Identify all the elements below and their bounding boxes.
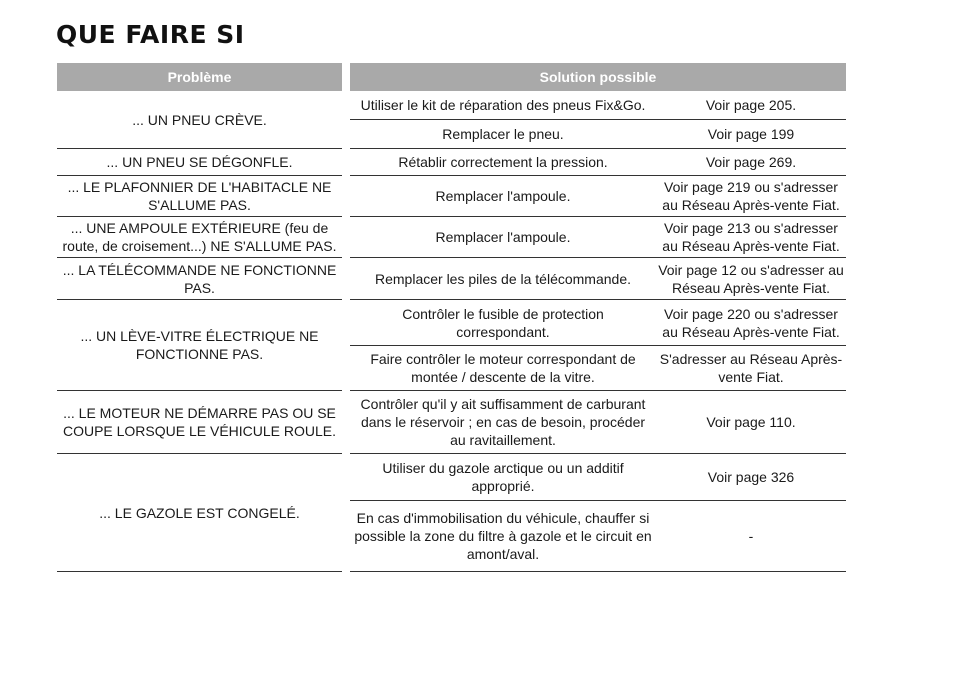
problem-cell: ... UN PNEU SE DÉGONFLE. (57, 149, 342, 176)
solution-action: Faire contrôler le moteur correspondant de montée / descente de la vitre. (370, 351, 636, 385)
solution-row (350, 346, 846, 391)
solution-group (350, 149, 846, 176)
solution-action: Utiliser du gazole arctique ou un additif approprié. (382, 460, 624, 494)
solution-reference: Voir page 326 (707, 469, 795, 485)
problem-cell: ... LA TÉLÉCOMMANDE NE FONCTIONNE PAS. (57, 258, 342, 300)
solution-group (350, 300, 846, 391)
problem-cell: ... LE GAZOLE EST CONGELÉ. (57, 454, 342, 572)
table-row (57, 176, 846, 217)
solution-group (350, 176, 846, 217)
solution-reference: - (748, 528, 754, 544)
table-row (57, 91, 846, 149)
solution-row (350, 176, 846, 217)
solution-row (350, 217, 846, 258)
table-row (57, 217, 846, 258)
problem-cell: ... UN LÈVE-VITRE ÉLECTRIQUE NE FONCTIONNE PAS. (57, 300, 342, 391)
solution-reference: Voir page 219 ou s'adresser au Réseau Après-vente Fiat. (662, 179, 840, 213)
solution-group (350, 391, 846, 454)
solution-action: Remplacer l'ampoule. (435, 188, 571, 204)
solution-action: Remplacer les piles de la télécommande. (374, 270, 631, 287)
solution-reference: Voir page 12 ou s'adresser au Réseau Après-vente Fiat. (658, 261, 844, 296)
solution-reference: Voir page 199 (707, 126, 795, 142)
problem-cell: ... UN PNEU CRÈVE. (57, 91, 342, 149)
solution-row (350, 391, 846, 454)
header-problem: Problème (57, 63, 342, 91)
solution-group (350, 258, 846, 300)
table-row (57, 300, 846, 391)
solution-reference: Voir page 269. (705, 154, 797, 170)
solution-reference: Voir page 213 ou s'adresser au Réseau Après-vente Fiat. (662, 220, 840, 254)
problem-cell: ... LE MOTEUR NE DÉMARRE PAS OU SE COUPE LORSQUE LE VÉHICULE ROULE. (57, 391, 342, 454)
solution-action: Contrôler le fusible de protection correspondant. (402, 305, 604, 340)
solution-action: Rétablir correctement la pression. (398, 154, 608, 170)
solution-action: Remplacer le pneu. (442, 126, 564, 142)
solution-row (350, 454, 846, 501)
table-row (57, 391, 846, 454)
table-row (57, 454, 846, 572)
solution-row (350, 501, 846, 572)
solution-reference: S'adresser au Réseau Après-vente Fiat. (659, 351, 843, 385)
table-header (57, 63, 846, 91)
solution-row (350, 149, 846, 176)
solution-action: Remplacer l'ampoule. (435, 229, 571, 245)
solution-action: Contrôler qu'il y ait suffisamment de carburant dans le réservoir ; en cas de besoin, procéder au ravitaillement. (360, 396, 646, 448)
solution-reference: Voir page 205. (705, 97, 797, 113)
table-row (57, 149, 846, 176)
solution-row (350, 91, 846, 120)
solution-row (350, 120, 846, 149)
solution-row (350, 300, 846, 346)
solution-row (350, 258, 846, 300)
solution-group (350, 217, 846, 258)
troubleshooting-table (57, 91, 846, 572)
solution-group (350, 454, 846, 572)
header-solution: Solution possible (350, 63, 846, 91)
problem-cell: ... UNE AMPOULE EXTÉRIEURE (feu de route, de croisement...) NE S'ALLUME PAS. (57, 217, 342, 258)
table-row (57, 258, 846, 300)
page-title: QUE FAIRE SI (56, 20, 245, 49)
problem-cell: ... LE PLAFONNIER DE L'HABITACLE NE S'ALLUME PAS. (57, 176, 342, 217)
solution-action: Utiliser le kit de réparation des pneus Fix&Go. (360, 97, 646, 113)
solution-reference: Voir page 220 ou s'adresser au Réseau Après-vente Fiat. (662, 305, 840, 340)
solution-action: En cas d'immobilisation du véhicule, chauffer si possible la zone du filtre à gazole et le circuit en amont/aval. (354, 510, 652, 562)
solution-reference: Voir page 110. (706, 414, 796, 430)
solution-group (350, 91, 846, 149)
